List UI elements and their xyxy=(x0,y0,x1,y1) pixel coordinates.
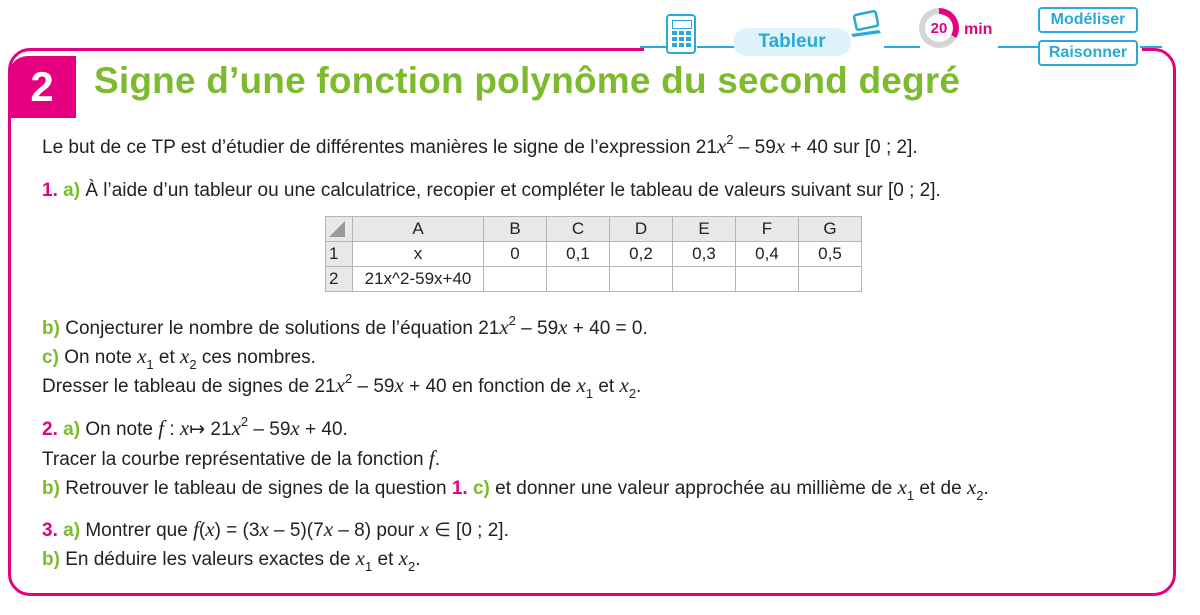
question-2a-line2: Tracer la courbe représentative de la fonction f. xyxy=(42,446,441,470)
question-1c-line2: Dresser le tableau de signes de $21x^2 - 59x + 40$ en fonction de $x_1$ et $x_2$. xyxy=(42,371,642,401)
timer-value: 20 xyxy=(925,14,953,42)
question-1b: b) Conjecturer le nombre de solutions de l’équation $21x^2 - 59x + 40 = 0$. xyxy=(42,313,648,339)
question-1a: 1. a) À l’aide d’un tableur ou une calculatrice, recopier et compléter le tableau de valeurs suivant sur [0 ; 2]. xyxy=(42,180,941,201)
question-3b: b) En déduire les valeurs exactes de $x_1$ et $x_2$. xyxy=(42,546,421,574)
table-row xyxy=(326,267,862,292)
exercise-title: Signe d’une fonction polynôme du second degré xyxy=(94,60,961,101)
column-header: F xyxy=(736,217,799,242)
row-header: 1 xyxy=(326,242,353,267)
timer-unit: min xyxy=(964,21,993,38)
table-row xyxy=(326,242,862,267)
timer-icon xyxy=(919,8,959,48)
tool-badge: Tableur xyxy=(733,28,851,56)
table-cell: 0,2 xyxy=(610,242,673,267)
table-cell: 0,4 xyxy=(736,242,799,267)
question-2b: b) Retrouver le tableau de signes de la question 1. c) et donner une valeur approchée au millième de $x_1$ et de $x_2$. xyxy=(42,475,989,503)
column-header: B xyxy=(484,217,547,242)
table-cell xyxy=(673,267,736,292)
table-cell xyxy=(484,267,547,292)
table-cell: 21x^2-59x+40 xyxy=(353,267,484,292)
table-cell: x xyxy=(353,242,484,267)
skill-badge-raisonner: Raisonner xyxy=(1038,40,1138,66)
table-cell: 0,1 xyxy=(547,242,610,267)
row-header: 2 xyxy=(326,267,353,292)
column-header: E xyxy=(673,217,736,242)
exercise-number: 2 xyxy=(8,56,76,118)
intro-paragraph: Le but de ce TP est d’étudier de différentes manières le signe de l’expression $21x^2 - 59x + 40$ sur [0 ; 2]. xyxy=(42,132,918,158)
question-1c: c) On note $x_1$ et $x_2$ ces nombres. xyxy=(42,344,316,372)
table-cell xyxy=(799,267,862,292)
table-cell xyxy=(547,267,610,292)
laptop-icon xyxy=(848,10,884,38)
table-cell xyxy=(610,267,673,292)
table-cell: 0,3 xyxy=(673,242,736,267)
question-3a: 3. a) Montrer que f(x) = (3x – 5)(7x – 8) pour x ∈ [0 ; 2]. xyxy=(42,517,509,541)
calculator-icon xyxy=(666,14,696,54)
table-cell: 0 xyxy=(484,242,547,267)
column-header: A xyxy=(353,217,484,242)
skill-badge-modeliser: Modéliser xyxy=(1038,7,1138,33)
question-2a: 2. a) On note f : x↦ $21x^2 - 59x + 40$. xyxy=(42,414,348,440)
spreadsheet-table xyxy=(325,216,862,292)
column-header: G xyxy=(799,217,862,242)
table-cell xyxy=(736,267,799,292)
column-header: D xyxy=(610,217,673,242)
corner-cell xyxy=(326,217,353,242)
column-header: C xyxy=(547,217,610,242)
table-cell: 0,5 xyxy=(799,242,862,267)
